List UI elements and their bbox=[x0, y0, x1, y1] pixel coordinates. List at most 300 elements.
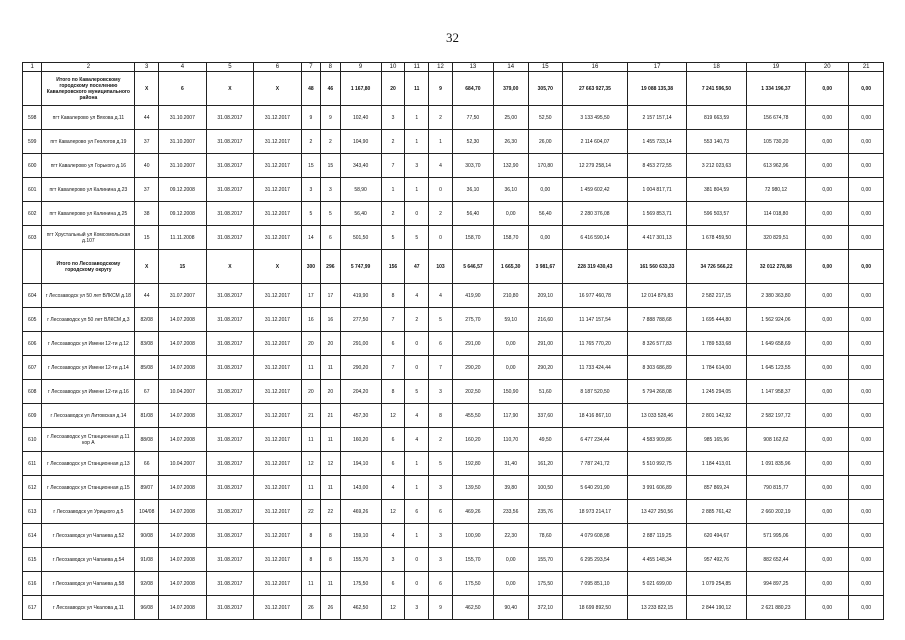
table-row bbox=[23, 428, 884, 452]
table-cell: 5 bbox=[405, 226, 429, 250]
table-cell: 31.10.2007 bbox=[159, 154, 207, 178]
table-cell: 11 bbox=[321, 572, 340, 596]
table-cell: 14.07.2008 bbox=[159, 500, 207, 524]
table-cell: 104/08 bbox=[135, 500, 159, 524]
table-cell: 0,00 bbox=[528, 226, 563, 250]
address-cell: пгт Хрустальный ул Комсомольская д.107 bbox=[42, 226, 135, 250]
table-cell: 5 bbox=[381, 226, 405, 250]
table-row bbox=[23, 452, 884, 476]
table-cell: 14.07.2008 bbox=[159, 308, 207, 332]
table-cell: 31.08.2017 bbox=[206, 308, 254, 332]
table-cell: 1 459 602,42 bbox=[563, 178, 628, 202]
table-cell: 501,50 bbox=[340, 226, 381, 250]
table-cell: 14.07.2008 bbox=[159, 428, 207, 452]
table-cell: 31.08.2017 bbox=[206, 356, 254, 380]
address-cell: г Лесозаводск ул Урицкого д.5 bbox=[42, 500, 135, 524]
table-cell: 31.12.2017 bbox=[254, 596, 302, 620]
table-cell: 155,70 bbox=[528, 548, 563, 572]
table-cell: 1 bbox=[405, 524, 429, 548]
table-cell: 0,00 bbox=[849, 524, 884, 548]
table-cell: 3 bbox=[429, 476, 453, 500]
table-cell: 1 784 614,00 bbox=[687, 356, 746, 380]
table-cell: 31.12.2017 bbox=[254, 332, 302, 356]
table-cell: 11 bbox=[321, 476, 340, 500]
table-cell: 38 bbox=[135, 202, 159, 226]
table-cell: 150,90 bbox=[493, 380, 528, 404]
table-cell: 419,90 bbox=[340, 284, 381, 308]
table-cell: 610 bbox=[23, 428, 42, 452]
table-cell: 11 bbox=[405, 72, 429, 106]
table-cell: 0,00 bbox=[806, 250, 849, 284]
table-cell: 11 bbox=[301, 428, 320, 452]
table-cell: 2 bbox=[381, 130, 405, 154]
table-cell: 158,70 bbox=[493, 226, 528, 250]
table-cell: 1 bbox=[429, 130, 453, 154]
table-cell: 613 bbox=[23, 500, 42, 524]
table-cell: 3 bbox=[405, 154, 429, 178]
address-cell: г Лесозаводск ул Чапаева д.52 bbox=[42, 524, 135, 548]
table-cell: 0,00 bbox=[806, 404, 849, 428]
table-cell: 31.08.2017 bbox=[206, 332, 254, 356]
table-cell: 6 bbox=[405, 500, 429, 524]
table-cell: 0,00 bbox=[849, 404, 884, 428]
table-cell: 457,30 bbox=[340, 404, 381, 428]
table-cell: 5 bbox=[429, 308, 453, 332]
table-cell: 20 bbox=[321, 380, 340, 404]
table-body bbox=[23, 63, 884, 620]
table-cell: 337,60 bbox=[528, 404, 563, 428]
table-cell: 2 621 880,23 bbox=[746, 596, 805, 620]
address-cell: г Лесозаводск ул Чкалова д.11 bbox=[42, 596, 135, 620]
table-cell: 2 801 142,92 bbox=[687, 404, 746, 428]
table-cell: 0,00 bbox=[806, 524, 849, 548]
table-cell: 155,70 bbox=[340, 548, 381, 572]
table-cell: 13 233 822,15 bbox=[627, 596, 686, 620]
table-cell: 14.07.2008 bbox=[159, 356, 207, 380]
table-cell: 1 079 254,85 bbox=[687, 572, 746, 596]
table-cell: 4 bbox=[429, 284, 453, 308]
table-cell: 12 014 879,83 bbox=[627, 284, 686, 308]
table-cell: 56,40 bbox=[452, 202, 493, 226]
table-cell: 8 bbox=[321, 524, 340, 548]
table-cell: 34 726 566,22 bbox=[687, 250, 746, 284]
table-cell: 599 bbox=[23, 130, 42, 154]
table-cell: 0,00 bbox=[806, 202, 849, 226]
table-cell: 158,70 bbox=[452, 226, 493, 250]
table-cell: 15 bbox=[301, 154, 320, 178]
table-cell: 31.12.2017 bbox=[254, 404, 302, 428]
table-cell: 6 416 590,14 bbox=[563, 226, 628, 250]
table-cell: 613 962,96 bbox=[746, 154, 805, 178]
table-cell: 14.07.2008 bbox=[159, 548, 207, 572]
table-cell: 22 bbox=[321, 500, 340, 524]
column-number-cell: 21 bbox=[849, 63, 884, 72]
table-cell: 143,00 bbox=[340, 476, 381, 500]
table-cell: 5 640 291,90 bbox=[563, 476, 628, 500]
table-cell: 31.08.2017 bbox=[206, 226, 254, 250]
table-cell: 600 bbox=[23, 154, 42, 178]
table-cell: 11 bbox=[301, 476, 320, 500]
table-cell: 0,00 bbox=[493, 548, 528, 572]
address-cell: г Лесозаводск ул 50 лет ВЛКСМ д.3 bbox=[42, 308, 135, 332]
table-cell: 2 380 363,80 bbox=[746, 284, 805, 308]
table-cell: 8 bbox=[429, 404, 453, 428]
table-cell: 81/08 bbox=[135, 404, 159, 428]
table-cell: 31.12.2017 bbox=[254, 202, 302, 226]
table-cell: 379,00 bbox=[493, 72, 528, 106]
table-cell: 31.12.2017 bbox=[254, 548, 302, 572]
table-cell: 16 bbox=[321, 308, 340, 332]
column-number-cell: 20 bbox=[806, 63, 849, 72]
table-cell: 44 bbox=[135, 284, 159, 308]
table-cell: 175,50 bbox=[340, 572, 381, 596]
table-cell: 9 bbox=[429, 596, 453, 620]
table-cell: 58,90 bbox=[340, 178, 381, 202]
table-cell: 684,70 bbox=[452, 72, 493, 106]
table-cell: 2 bbox=[429, 202, 453, 226]
table-cell: 26 bbox=[321, 596, 340, 620]
table-cell: 37 bbox=[135, 178, 159, 202]
table-cell: 857 869,24 bbox=[687, 476, 746, 500]
table-cell: 2 280 376,08 bbox=[563, 202, 628, 226]
table-cell: 614 bbox=[23, 524, 42, 548]
table-row bbox=[23, 572, 884, 596]
table-cell: 0,00 bbox=[849, 572, 884, 596]
table-cell: 13 033 528,46 bbox=[627, 404, 686, 428]
column-number-cell: 19 bbox=[746, 63, 805, 72]
table-cell: 604 bbox=[23, 284, 42, 308]
table-cell: 0,00 bbox=[806, 178, 849, 202]
address-cell: пгт Кавалерово ул Калинина д.23 bbox=[42, 178, 135, 202]
table-cell: 462,50 bbox=[452, 596, 493, 620]
column-number-cell: 3 bbox=[135, 63, 159, 72]
table-cell: 2 844 190,12 bbox=[687, 596, 746, 620]
table-cell: 8 bbox=[301, 524, 320, 548]
table-cell: 11 733 424,44 bbox=[563, 356, 628, 380]
table-cell: 56,40 bbox=[340, 202, 381, 226]
table-cell: 3 bbox=[321, 178, 340, 202]
table-row bbox=[23, 226, 884, 250]
table-cell: 0,00 bbox=[849, 202, 884, 226]
table-cell: 20 bbox=[301, 332, 320, 356]
table-cell: 1 bbox=[381, 178, 405, 202]
table-cell: 290,20 bbox=[528, 356, 563, 380]
address-cell: г Лесозаводск ул Чапаева д.58 bbox=[42, 572, 135, 596]
table-cell: 0,00 bbox=[806, 500, 849, 524]
table-cell: 7 888 788,68 bbox=[627, 308, 686, 332]
table-cell: 606 bbox=[23, 332, 42, 356]
table-cell: 102,40 bbox=[340, 106, 381, 130]
table-cell: 0,00 bbox=[849, 106, 884, 130]
table-cell: 2 bbox=[381, 202, 405, 226]
table-cell: 11 bbox=[321, 356, 340, 380]
table-cell: 31.08.2017 bbox=[206, 154, 254, 178]
table-cell: 31.12.2017 bbox=[254, 428, 302, 452]
table-cell: 31.08.2017 bbox=[206, 130, 254, 154]
table-cell: 31.12.2017 bbox=[254, 284, 302, 308]
table-cell: 0,00 bbox=[849, 596, 884, 620]
address-cell: г Лесозаводск ул Имени 12-ти д.16 bbox=[42, 380, 135, 404]
table-cell: 985 165,96 bbox=[687, 428, 746, 452]
table-cell: 3 bbox=[429, 548, 453, 572]
table-cell: 26 bbox=[301, 596, 320, 620]
table-cell: 7 bbox=[381, 308, 405, 332]
table-cell: 9 bbox=[301, 106, 320, 130]
table-cell: 31.12.2017 bbox=[254, 308, 302, 332]
table-cell: 31.12.2017 bbox=[254, 130, 302, 154]
column-number-cell: 17 bbox=[627, 63, 686, 72]
table-cell: 31.08.2017 bbox=[206, 596, 254, 620]
table-cell: 0,00 bbox=[493, 572, 528, 596]
table-cell: 0,00 bbox=[849, 548, 884, 572]
table-cell: 5 794 268,08 bbox=[627, 380, 686, 404]
table-cell: 6 bbox=[381, 428, 405, 452]
table-row bbox=[23, 548, 884, 572]
table-cell: 31.10.2007 bbox=[159, 106, 207, 130]
table-cell: 31,40 bbox=[493, 452, 528, 476]
table-cell: 31.12.2017 bbox=[254, 178, 302, 202]
table-cell: 1 004 817,71 bbox=[627, 178, 686, 202]
address-cell: пгт Кавалерово ул Горького д.16 bbox=[42, 154, 135, 178]
table-cell: 1 bbox=[405, 476, 429, 500]
table-cell: 31.08.2017 bbox=[206, 284, 254, 308]
table-cell: 110,70 bbox=[493, 428, 528, 452]
column-number-cell: 1 bbox=[23, 63, 42, 72]
column-number-cell: 7 bbox=[301, 63, 320, 72]
table-cell: 3 991 606,89 bbox=[627, 476, 686, 500]
table-cell: 2 bbox=[429, 428, 453, 452]
table-cell: 14.07.2008 bbox=[159, 332, 207, 356]
table-cell: 12 bbox=[301, 452, 320, 476]
table-cell: 52,30 bbox=[452, 130, 493, 154]
table-cell: 25,00 bbox=[493, 106, 528, 130]
table-cell: 20 bbox=[321, 332, 340, 356]
table-cell: 0,00 bbox=[849, 476, 884, 500]
table-row bbox=[23, 380, 884, 404]
table-cell: 602 bbox=[23, 202, 42, 226]
table-cell: 37 bbox=[135, 130, 159, 154]
table-cell: 553 140,73 bbox=[687, 130, 746, 154]
address-cell: Итого по Лесозаводскому городскому округу bbox=[42, 250, 135, 284]
table-cell: 0,00 bbox=[849, 452, 884, 476]
table-cell: 31.12.2017 bbox=[254, 380, 302, 404]
table-cell: 1 bbox=[405, 130, 429, 154]
table-row bbox=[23, 476, 884, 500]
table-cell: 3 bbox=[429, 524, 453, 548]
column-number-cell: 16 bbox=[563, 63, 628, 72]
address-cell: пгт Кавалерово ул Калинина д.25 bbox=[42, 202, 135, 226]
table-cell: 608 bbox=[23, 380, 42, 404]
table-cell: 605 bbox=[23, 308, 42, 332]
table-cell: 7 bbox=[429, 356, 453, 380]
table-cell: 3 bbox=[381, 106, 405, 130]
table-cell: 39,80 bbox=[493, 476, 528, 500]
table-cell: 204,20 bbox=[340, 380, 381, 404]
table-cell: 0,00 bbox=[849, 72, 884, 106]
table-cell: 1 695 444,80 bbox=[687, 308, 746, 332]
table-cell: 8 bbox=[321, 548, 340, 572]
table-cell: 14.07.2008 bbox=[159, 524, 207, 548]
table-cell: 469,26 bbox=[340, 500, 381, 524]
column-number-cell: 6 bbox=[254, 63, 302, 72]
table-cell: 100,90 bbox=[452, 524, 493, 548]
table-cell: 160,20 bbox=[340, 428, 381, 452]
table-cell: 19 088 135,38 bbox=[627, 72, 686, 106]
table-cell: 7 787 241,72 bbox=[563, 452, 628, 476]
table-cell: 51,60 bbox=[528, 380, 563, 404]
table-cell: 4 bbox=[429, 154, 453, 178]
table-cell: 6 bbox=[429, 332, 453, 356]
table-cell: 14.07.2008 bbox=[159, 476, 207, 500]
table-cell: 7 241 596,50 bbox=[687, 72, 746, 106]
table-cell: 2 885 761,42 bbox=[687, 500, 746, 524]
table-cell: 202,50 bbox=[452, 380, 493, 404]
address-cell: Итого по Кавалеровскому городскому поселению Кавалеровского муниципального района bbox=[42, 72, 135, 106]
table-cell: 4 417 301,13 bbox=[627, 226, 686, 250]
table-cell: 1 665,30 bbox=[493, 250, 528, 284]
table-cell: 612 bbox=[23, 476, 42, 500]
table-cell: 5 021 699,00 bbox=[627, 572, 686, 596]
address-cell: г Лесозаводск ул Имени 12-ти д.14 bbox=[42, 356, 135, 380]
table-cell: 52,50 bbox=[528, 106, 563, 130]
table-cell: 469,26 bbox=[452, 500, 493, 524]
table-cell: 1 bbox=[405, 178, 429, 202]
table-cell: 09.12.2008 bbox=[159, 202, 207, 226]
table-cell: 59,10 bbox=[493, 308, 528, 332]
table-cell: 0,00 bbox=[806, 380, 849, 404]
table-cell: 09.12.2008 bbox=[159, 178, 207, 202]
table-cell: 132,90 bbox=[493, 154, 528, 178]
table-cell: 3 bbox=[429, 380, 453, 404]
table-cell: 5 646,57 bbox=[452, 250, 493, 284]
column-number-cell: 11 bbox=[405, 63, 429, 72]
table-cell: 5 bbox=[429, 452, 453, 476]
table-cell: 381 804,59 bbox=[687, 178, 746, 202]
table-cell: 3 212 023,63 bbox=[687, 154, 746, 178]
column-number-row bbox=[23, 63, 884, 72]
table-cell: 277,50 bbox=[340, 308, 381, 332]
table-row bbox=[23, 524, 884, 548]
table-row bbox=[23, 202, 884, 226]
table-cell: 0,00 bbox=[849, 332, 884, 356]
table-cell: 0,00 bbox=[806, 476, 849, 500]
table-cell: 1 455 733,14 bbox=[627, 130, 686, 154]
table-cell: 156 674,78 bbox=[746, 106, 805, 130]
table-cell: 8 326 577,83 bbox=[627, 332, 686, 356]
table-cell: 3 bbox=[301, 178, 320, 202]
table-cell: 290,20 bbox=[340, 356, 381, 380]
table-cell: 18 699 892,50 bbox=[563, 596, 628, 620]
table-cell: 10.04.2007 bbox=[159, 452, 207, 476]
table-cell: 2 bbox=[429, 106, 453, 130]
table-cell: 1 167,80 bbox=[340, 72, 381, 106]
table-cell: 83/08 bbox=[135, 332, 159, 356]
table-cell: 228 319 430,43 bbox=[563, 250, 628, 284]
register-table bbox=[22, 62, 884, 620]
table-cell: 8 453 272,55 bbox=[627, 154, 686, 178]
table-cell: 56,40 bbox=[528, 202, 563, 226]
table-cell: 0 bbox=[429, 178, 453, 202]
table-cell: 8 187 520,50 bbox=[563, 380, 628, 404]
table-cell: 6 295 293,54 bbox=[563, 548, 628, 572]
table-cell: 6 477 234,44 bbox=[563, 428, 628, 452]
table-row bbox=[23, 500, 884, 524]
table-cell: 8 bbox=[381, 380, 405, 404]
table-cell: 1 649 658,69 bbox=[746, 332, 805, 356]
table-cell: 3 981,67 bbox=[528, 250, 563, 284]
table-cell: 2 660 202,19 bbox=[746, 500, 805, 524]
table-cell: 2 bbox=[321, 130, 340, 154]
table-cell: 20 bbox=[301, 380, 320, 404]
table-cell: 100,50 bbox=[528, 476, 563, 500]
table-row bbox=[23, 308, 884, 332]
table-row bbox=[23, 596, 884, 620]
table-cell: 0 bbox=[405, 332, 429, 356]
table-cell: 908 162,62 bbox=[746, 428, 805, 452]
table-cell: 21 bbox=[301, 404, 320, 428]
table-cell: 603 bbox=[23, 226, 42, 250]
table-row bbox=[23, 356, 884, 380]
table-cell: 17 bbox=[321, 284, 340, 308]
table-cell: 31.08.2017 bbox=[206, 524, 254, 548]
table-cell: 14.07.2008 bbox=[159, 572, 207, 596]
table-cell: 170,80 bbox=[528, 154, 563, 178]
table-cell: 1 bbox=[405, 106, 429, 130]
table-cell: 296 bbox=[321, 250, 340, 284]
table-cell: 419,90 bbox=[452, 284, 493, 308]
table-cell: 0 bbox=[405, 356, 429, 380]
table-cell: 291,00 bbox=[528, 332, 563, 356]
table-cell: 22,30 bbox=[493, 524, 528, 548]
table-cell: 6 bbox=[381, 332, 405, 356]
table-cell: 2 582 217,15 bbox=[687, 284, 746, 308]
table-cell: 16 bbox=[301, 308, 320, 332]
table-cell: 957 492,76 bbox=[687, 548, 746, 572]
table-cell: 192,80 bbox=[452, 452, 493, 476]
table-cell: 1 bbox=[405, 452, 429, 476]
table-cell: 160,20 bbox=[452, 428, 493, 452]
column-number-cell: 8 bbox=[321, 63, 340, 72]
table-cell: 0,00 bbox=[849, 154, 884, 178]
table-cell: 290,20 bbox=[452, 356, 493, 380]
table-cell: 117,90 bbox=[493, 404, 528, 428]
table-cell: 105 730,20 bbox=[746, 130, 805, 154]
table-cell: 31.08.2017 bbox=[206, 428, 254, 452]
table-cell: 1 147 958,37 bbox=[746, 380, 805, 404]
table-cell: 0,00 bbox=[806, 356, 849, 380]
table-cell: 0,00 bbox=[806, 428, 849, 452]
table-cell: 11 bbox=[321, 428, 340, 452]
table-cell: 1 678 459,50 bbox=[687, 226, 746, 250]
table-cell: 617 bbox=[23, 596, 42, 620]
table-cell: 5 510 992,75 bbox=[627, 452, 686, 476]
table-cell: 598 bbox=[23, 106, 42, 130]
table-cell: 194,10 bbox=[340, 452, 381, 476]
table-row bbox=[23, 332, 884, 356]
table-cell: 0 bbox=[429, 226, 453, 250]
table-cell: 161,20 bbox=[528, 452, 563, 476]
table-cell: 1 569 853,71 bbox=[627, 202, 686, 226]
table-cell: 32 012 278,88 bbox=[746, 250, 805, 284]
table-cell: 1 645 123,55 bbox=[746, 356, 805, 380]
table-cell: 0,00 bbox=[493, 356, 528, 380]
table-cell: 620 494,67 bbox=[687, 524, 746, 548]
table-cell: 16 977 460,78 bbox=[563, 284, 628, 308]
table-cell: Х bbox=[254, 250, 302, 284]
table-cell: 31.08.2017 bbox=[206, 380, 254, 404]
table-cell: 159,10 bbox=[340, 524, 381, 548]
table-cell: 819 663,59 bbox=[687, 106, 746, 130]
